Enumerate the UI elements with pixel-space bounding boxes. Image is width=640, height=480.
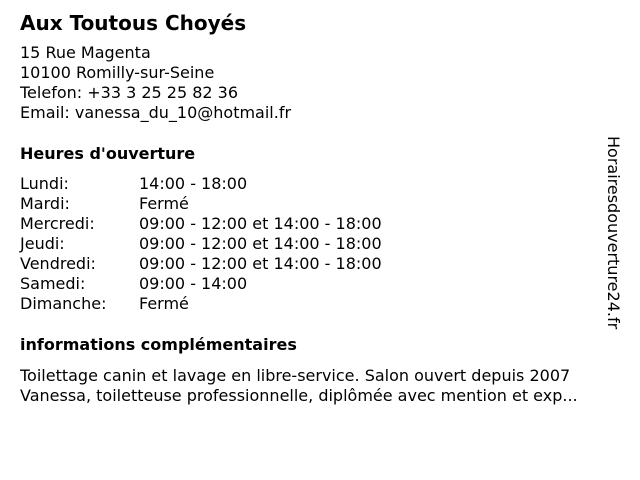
business-card xyxy=(20,10,615,406)
hours-row-tuesday xyxy=(20,194,615,214)
day-label: Lundi: xyxy=(20,174,69,193)
hours-value: 09:00 - 14:00 xyxy=(139,274,248,293)
site-watermark: Horairesdouverture24.fr xyxy=(604,136,623,330)
additional-info-title: informations complémentaires xyxy=(20,335,297,354)
opening-hours-title: Heures d'ouverture xyxy=(20,144,196,163)
opening-hours-list xyxy=(20,174,615,314)
hours-value: Fermé xyxy=(139,194,189,213)
hours-row-sunday xyxy=(20,294,615,314)
hours-row-monday xyxy=(20,174,615,194)
hours-value: Fermé xyxy=(139,294,189,313)
day-label: Mercredi: xyxy=(20,214,95,233)
day-label: Vendredi: xyxy=(20,254,96,273)
hours-row-saturday xyxy=(20,274,615,294)
day-label: Samedi: xyxy=(20,274,86,293)
hours-row-wednesday xyxy=(20,214,615,234)
info-line: Toilettage canin et lavage en libre-service. Salon ouvert depuis 2007 xyxy=(20,366,571,385)
postal-city: 10100 Romilly-sur-Seine xyxy=(20,63,215,82)
address-block xyxy=(20,43,615,123)
day-label: Mardi: xyxy=(20,194,70,213)
business-name: Aux Toutous Choyés xyxy=(20,11,247,35)
hours-row-thursday xyxy=(20,234,615,254)
info-line: Vanessa, toiletteuse professionnelle, diplômée avec mention et exp... xyxy=(20,386,578,405)
hours-value: 14:00 - 18:00 xyxy=(139,174,248,193)
hours-value: 09:00 - 12:00 et 14:00 - 18:00 xyxy=(139,234,382,253)
day-label: Jeudi: xyxy=(20,234,65,253)
hours-row-friday xyxy=(20,254,615,274)
email-address: Email: vanessa_du_10@hotmail.fr xyxy=(20,103,292,122)
street-address: 15 Rue Magenta xyxy=(20,43,151,62)
hours-value: 09:00 - 12:00 et 14:00 - 18:00 xyxy=(139,254,382,273)
additional-info xyxy=(20,366,615,406)
day-label: Dimanche: xyxy=(20,294,107,313)
phone-number: Telefon: +33 3 25 25 82 36 xyxy=(20,83,239,102)
hours-value: 09:00 - 12:00 et 14:00 - 18:00 xyxy=(139,214,382,233)
